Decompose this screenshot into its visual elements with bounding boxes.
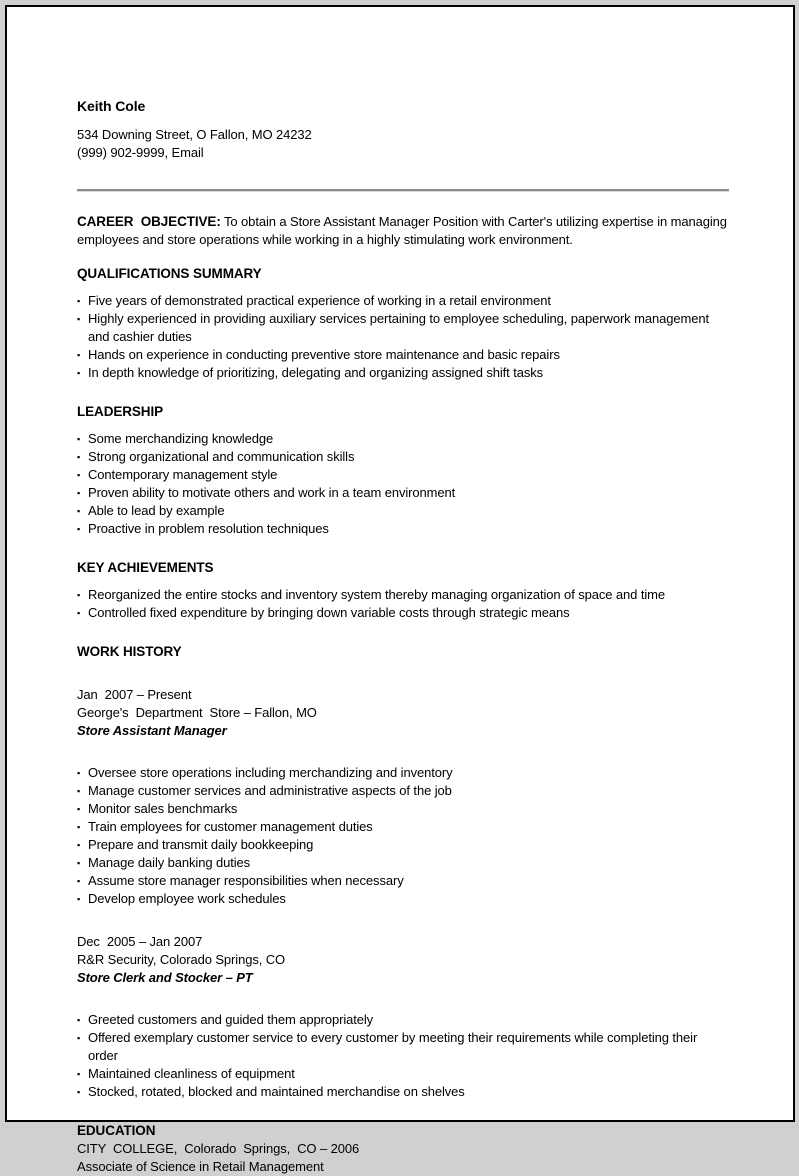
section-heading-qualifications: QUALIFICATIONS SUMMARY (77, 266, 262, 281)
job-employer: George's Department Store – Fallon, MO (77, 705, 317, 720)
bullet-item: ▪ Strong organizational and communication skills (77, 448, 729, 466)
bullet-item: ▪ Hands on experience in conducting preventive store maintenance and basic repairs (77, 346, 729, 364)
job-entry (77, 686, 729, 908)
bullet-item: ▪ Prepare and transmit daily bookkeeping (77, 836, 729, 854)
section-heading-work-history: WORK HISTORY (77, 644, 182, 659)
bullet-item: ▪ Five years of demonstrated practical experience of working in a retail environment (77, 292, 729, 310)
section-heading-education: EDUCATION (77, 1123, 156, 1138)
bullet-item: ▪ Monitor sales benchmarks (77, 800, 729, 818)
career-objective-text: To obtain a Store Assistant Manager Position with Carter's utilizing expertise in managing employees and store operations while working in a highly stimulating work environment. (77, 214, 727, 247)
bullet-item: ▪ Train employees for customer management duties (77, 818, 729, 836)
contact-block (77, 126, 729, 162)
bullet-item: ▪ Greeted customers and guided them appropriately (77, 1011, 729, 1029)
section-heading-achievements: KEY ACHIEVEMENTS (77, 560, 214, 575)
bullet-item: ▪ Offered exemplary customer service to every customer by meeting their requirements while completing their order (77, 1029, 729, 1065)
bullet-item: ▪ Reorganized the entire stocks and inventory system thereby managing organization of space and time (77, 586, 729, 604)
bullet-item: ▪ Manage daily banking duties (77, 854, 729, 872)
bullet-item: ▪ Assume store manager responsibilities when necessary (77, 872, 729, 890)
job-duties-list (77, 1011, 729, 1101)
qualifications-list (77, 292, 729, 382)
bullet-item: ▪ Stocked, rotated, blocked and maintained merchandise on shelves (77, 1083, 729, 1101)
bullet-item: ▪ Manage customer services and administrative aspects of the job (77, 782, 729, 800)
job-title: Store Clerk and Stocker – PT (77, 970, 253, 985)
bullet-item: ▪ Develop employee work schedules (77, 890, 729, 908)
career-objective-label: CAREER OBJECTIVE: (77, 214, 221, 229)
job-employer: R&R Security, Colorado Springs, CO (77, 952, 286, 967)
resume-page (5, 5, 795, 1174)
bullet-item: ▪ Able to lead by example (77, 502, 729, 520)
bullet-item: ▪ Proven ability to motivate others and work in a team environment (77, 484, 729, 502)
bullet-item: ▪ Proactive in problem resolution techniques (77, 520, 729, 538)
header-divider (77, 189, 729, 192)
bullet-item: ▪ Controlled fixed expenditure by bringing down variable costs through strategic means (77, 604, 729, 622)
job-title: Store Assistant Manager (77, 723, 227, 738)
job-entry (77, 933, 729, 1101)
job-dates: Jan 2007 – Present (77, 687, 192, 702)
education-school: CITY COLLEGE, Colorado Springs, CO – 2006 (77, 1141, 360, 1156)
bullet-item: ▪ In depth knowledge of prioritizing, delegating and organizing assigned shift tasks (77, 364, 729, 382)
education-degree: Associate of Science in Retail Management (77, 1159, 324, 1174)
job-duties-list (77, 764, 729, 908)
bullet-item: ▪ Some merchandizing knowledge (77, 430, 729, 448)
phone-email-line: (999) 902-9999, Email (77, 145, 204, 160)
person-name: Keith Cole (77, 98, 146, 114)
leadership-list (77, 430, 729, 538)
bullet-item: ▪ Oversee store operations including merchandizing and inventory (77, 764, 729, 782)
address-line: 534 Downing Street, O Fallon, MO 24232 (77, 127, 312, 142)
bullet-item: ▪ Contemporary management style (77, 466, 729, 484)
career-objective (77, 213, 729, 249)
bullet-item: ▪ Maintained cleanliness of equipment (77, 1065, 729, 1083)
job-dates: Dec 2005 – Jan 2007 (77, 934, 203, 949)
achievements-list (77, 586, 729, 622)
section-heading-leadership: LEADERSHIP (77, 404, 164, 419)
bullet-item: ▪ Highly experienced in providing auxiliary services pertaining to employee scheduling, paperwork management and cashier duties (77, 310, 729, 346)
